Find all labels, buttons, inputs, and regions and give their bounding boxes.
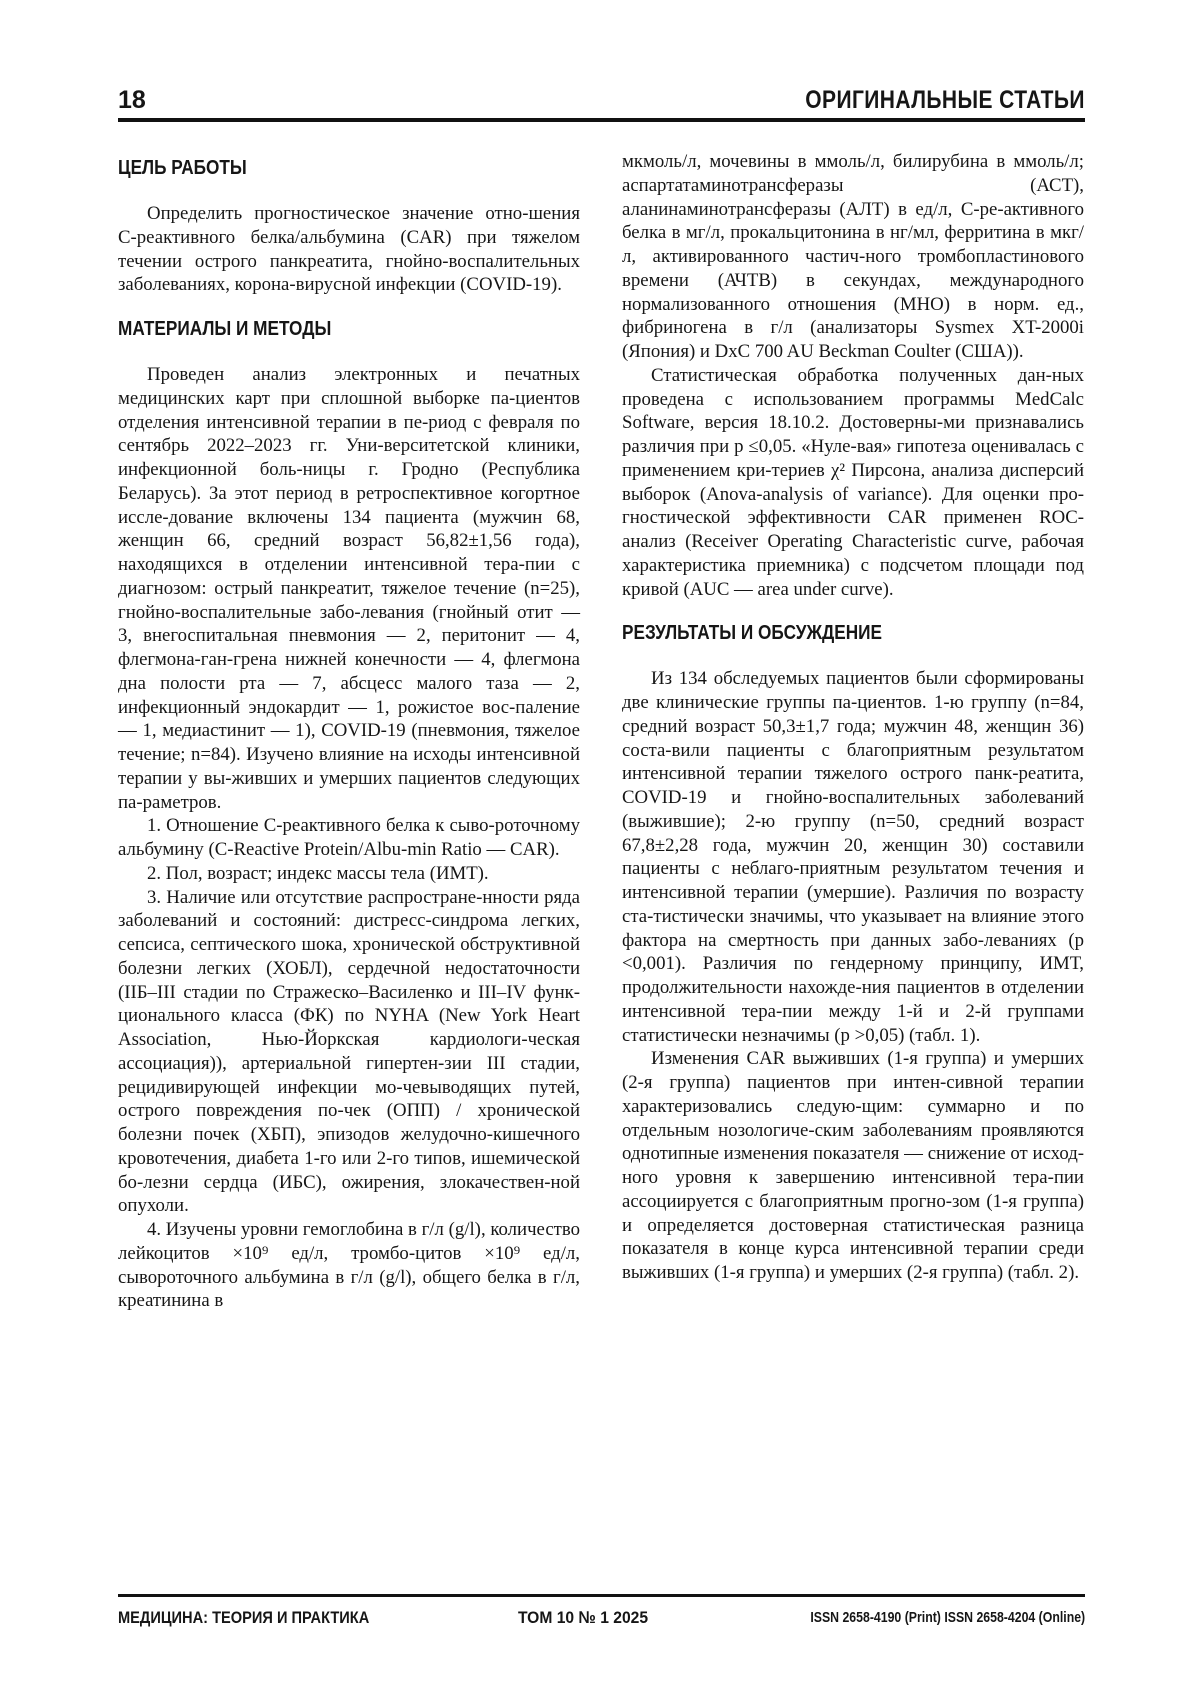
right-column — [622, 150, 1084, 1285]
issn-info: ISSN 2658-4190 (Print) ISSN 2658-4204 (Online) — [810, 1609, 1085, 1626]
journal-name: МЕДИЦИНА: ТЕОРИЯ И ПРАКТИКА — [118, 1608, 370, 1627]
page-footer — [118, 1605, 1085, 1631]
issue-info: ТОМ 10 № 1 2025 — [518, 1608, 649, 1627]
methods-item-4: 4. Изучены уровни гемоглобина в г/л (g/l), количество лейкоцитов ×10⁹ ед/л, тромбо-цитов ×10⁹ ед/л, сывороточного альбумина в г/л (g/l), общего белка в г/л, креатинина в — [118, 1219, 580, 1312]
page-number: 18 — [118, 86, 146, 114]
section-title: ОРИГИНАЛЬНЫЕ СТАТЬИ — [805, 86, 1085, 114]
results-paragraph-2: Изменения CAR выживших (1-я группа) и умерших (2-я группа) пациентов при интен-сивной терапии характеризовались следую-щим: суммарно и по отдельным нозологиче-ским заболеваниям проявляются однотипные изменения показателя — снижение от исход-ного уровня к завершению интенсивной тера-пии ассоциируется с благоприятным прогно-зом (1-я группа) и определяется достоверная статистическая разница показателя в конце курса интенсивной терапии среди выживших (1-я группа) и умерших (2-я группа) (табл. 2). — [622, 1048, 1084, 1283]
running-head — [118, 84, 1085, 116]
header-rule — [118, 118, 1085, 122]
methods-item-3: 3. Наличие или отсутствие распростране-нности ряда заболеваний и состояний: дистресс-синдрома легких, сепсиса, септического шока, хронической обструктивной болезни легких (ХОБЛ), сердечной недостаточности (IIБ–III стадии по Стражеско–Василенко и III–IV функ-ционального класса (ФК) по NYHA (New York Heart Association, Нью-Йоркская кардиологи-ческая ассоциация)), артериальной гипертен-зии III стадии, рецидивирующей инфекции мо-чевыводящих путей, острого повреждения по-чек (ОПП) / хронической болезни почек (ХБП), эпизодов желудочно-кишечного кровотечения, диабета 1-го или 2-го типов, ишемической бо-лезни сердца (ИБС), ожирения, злокачествен-ной опухоли. — [118, 886, 580, 1217]
methods-item-1: 1. Отношение С-реактивного белка к сыво-роточному альбумину (C-Reactive Protein/Albu-min Ratio — CAR). — [118, 815, 580, 860]
left-column — [118, 150, 580, 1313]
methods-item-2: 2. Пол, возраст; индекс массы тела (ИМТ). — [147, 862, 489, 884]
statistics-paragraph: Статистическая обработка полученных дан-ных проведена с использованием программы MedCalc Software, версия 18.10.2. Достоверны-ми признавались различия при p ≤0,05. «Нуле-вая» гипотеза оценивалась с применением кри-териев χ² Пирсона, анализа дисперсий выборок (Anova-analysis of variance). Для оценки про-гностической эффективности CAR применен ROC-анализ (Receiver Operating Characteristic curve, рабочая характеристика приемника) с подсчетом площади под кривой (AUC — area under curve). — [622, 364, 1084, 600]
heading-aim: ЦЕЛЬ РАБОТЫ — [118, 157, 247, 179]
aim-paragraph: Определить прогностическое значение отно-шения С-реактивного белка/альбумина (CAR) при тяжелом течении острого панкреатита, гнойно-воспалительных заболеваниях, корона-вирусной инфекции (COVID-19). — [118, 203, 580, 296]
results-paragraph-1: Из 134 обследуемых пациентов были сформированы две клинические группы па-циентов. 1-ю группу (n=84, средний возраст 50,3±1,7 года; мужчин 48, женщин 36) соста-вили пациенты с благоприятным результатом интенсивной терапии тяжелого острого панк-реатита, COVID-19 и гнойно-воспалительных заболеваний (выжившие); 2-ю группу (n=50, средний возраст 67,8±2,28 года, мужчин 20, женщин 30) составили пациенты с неблаго-приятным результатом течения и интенсивной терапии (умершие). Различия по возрасту ста-тистически значимы, что указывает на влияние этого фактора на смертность при данных забо-леваниях (p <0,001). Различия по гендерному принципу, ИМТ, продолжительности нахожде-ния пациентов в отделении интенсивной тера-пии между 1-й и 2-й группами статистически незначимы (p >0,05) (табл. 1). — [622, 668, 1084, 1046]
heading-results: РЕЗУЛЬТАТЫ И ОБСУЖДЕНИЕ — [622, 622, 883, 645]
methods-item-4-continued: мкмоль/л, мочевины в ммоль/л, билирубина в ммоль/л; аспартатаминотрансферазы (АСТ), аланинаминотрансферазы (АЛТ) в ед/л, С-ре-активного белка в мг/л, прокальцитонина в нг/мл, ферритина в мкг/л, активированного частич-ного тромбопластинового времени (АЧТВ) в секундах, международного нормализованного отношения (МНО) в норм. ед., фибриногена в г/л (анализаторы Sysmex XT-2000i (Япония) и DxC 700 AU Beckman Coulter (США)). — [622, 151, 1084, 362]
footer-rule — [118, 1594, 1085, 1597]
methods-paragraph: Проведен анализ электронных и печатных медицинских карт при сплошной выборке па-циентов отделения интенсивной терапии в пе-риод с февраля по сентябрь 2022–2023 гг. Уни-верситетской клиники, инфекционной боль-ницы г. Гродно (Республика Беларусь). За этот период в ретроспективное когортное иссле-дование включены 134 пациента (мужчин 68, женщин 66, средний возраст 56,82±1,56 года), находящихся в отделении интенсивной тера-пии с диагнозом: острый панкреатит, тяжелое течение (n=25), гнойно-воспалительные забо-левания (гнойный отит — 3, внегоспитальная пневмония — 2, перитонит — 4, флегмона-ган-грена нижней конечности — 4, флегмона дна полости рта — 7, абсцесс малого таза — 2, инфекционный эндокардит — 1, рожистое вос-паление — 1, медиастинит — 1), COVID-19 (пневмония, тяжелое течение; n=84). Изучено влияние на исходы интенсивной терапии у вы-живших и умерших пациентов следующих па-раметров. — [118, 364, 580, 813]
heading-methods: МАТЕРИАЛЫ И МЕТОДЫ — [118, 318, 332, 340]
